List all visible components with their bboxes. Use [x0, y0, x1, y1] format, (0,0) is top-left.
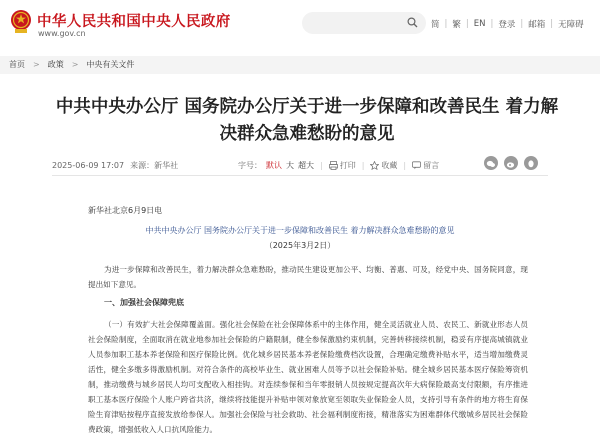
font-size-label: 字号： — [238, 161, 262, 170]
link-accessibility[interactable]: 无障碍 — [558, 20, 584, 30]
chevron-right-icon: > — [71, 60, 79, 69]
source-label: 来源： — [130, 161, 155, 170]
dateline: 新华社北京6月9日电 — [88, 206, 163, 215]
document-date: （2025年3月2日） — [264, 241, 336, 250]
publish-time: 2025-06-09 17:07 — [52, 161, 125, 170]
link-login[interactable]: 登录 — [498, 20, 516, 30]
link-traditional-chinese[interactable]: 繁 — [452, 20, 461, 30]
top-links — [431, 18, 584, 30]
link-english[interactable]: EN — [473, 19, 486, 29]
article-meta — [52, 160, 178, 171]
chevron-right-icon: > — [33, 60, 40, 69]
breadcrumb — [9, 59, 134, 70]
divider: | — [320, 161, 323, 170]
weibo-share-icon[interactable] — [504, 156, 518, 170]
print-button[interactable]: 打印 — [339, 161, 356, 170]
site-header — [0, 0, 600, 44]
divider: | — [465, 19, 469, 29]
font-size-default[interactable]: 默认 — [266, 161, 282, 170]
divider — [52, 175, 548, 176]
search-icon[interactable] — [407, 17, 418, 28]
breadcrumb-home[interactable]: 首页 — [9, 60, 25, 69]
body-paragraph: （一）有效扩大社会保障覆盖面。强化社会保险在社会保障体系中的主体作用，健全灵活就业人员、农民工、新就业形态人员社会保险制度，全面取消在就业地参加社会保险的户籍限制，健全参保激励约束机制，完善转移接续机制，稳妥有序提高城镇就业人员参加职工基本养老保险和医疗保险比例。优化城乡居民基本养老保险缴费档次设置，合理确定缴费补贴水平，适当增加缴费灵活性，健全多缴多得激励机制。对符合条件的高校毕业生、就业困难人员等予以社会保险补贴。健全城乡居民基本医疗保险筹资机制，推动缴费与城乡居民人均可支配收入相挂钩。对连续参保和当年零报销人员按规定提高次年大病保险最高支付限额，有序推进职工基本医疗保险个人账户跨省共济，继续将技能提升补贴申领对象放宽至领取失业保险金人员，支持引导有条件的地方将生育保险生育津贴按程序直接发放给参保人。加强社会保险与社会救助、社会福利制度衔接，精准落实为困难群体代缴城乡居民社会保险费政策，增强低收入人口抗风险能力。 — [88, 320, 528, 434]
national-emblem-icon[interactable] — [10, 9, 32, 35]
comment-icon[interactable] — [412, 161, 421, 170]
favorite-icon[interactable] — [370, 161, 379, 170]
intro-paragraph: 为进一步保障和改善民生，着力解决群众急难愁盼，推动民生建设更加公平、均衡、普惠、可及，经党中央、国务院同意，现提出如下意见。 — [88, 265, 528, 289]
link-simplified-chinese[interactable]: 简 — [431, 20, 440, 30]
divider: | — [444, 19, 448, 29]
search-box — [302, 12, 426, 34]
divider: | — [403, 161, 407, 170]
comment-button[interactable]: 留言 — [423, 161, 440, 170]
section-heading: 一、加强社会保障兜底 — [104, 298, 184, 307]
divider: | — [520, 19, 524, 29]
breadcrumb-bar — [0, 56, 600, 74]
divider: | — [490, 19, 494, 29]
font-size-extra-large[interactable]: 超大 — [298, 161, 314, 170]
qq-share-icon[interactable] — [524, 156, 538, 170]
site-title[interactable]: 中华人民共和国中央人民政府 — [37, 14, 231, 30]
link-mailbox[interactable]: 邮箱 — [528, 20, 546, 30]
font-size-large[interactable]: 大 — [286, 161, 294, 170]
source-value: 新华社 — [154, 161, 179, 170]
article-title: 中共中央办公厅 国务院办公厅关于进一步保障和改善民生 着力解决群众急难愁盼的意见 — [55, 97, 559, 144]
search-input[interactable] — [312, 15, 404, 31]
wechat-share-icon[interactable] — [484, 156, 498, 170]
divider: | — [550, 19, 554, 29]
breadcrumb-policy[interactable]: 政策 — [47, 60, 64, 69]
article-tools — [238, 160, 439, 171]
print-icon[interactable] — [329, 161, 338, 170]
divider: | — [361, 161, 365, 170]
document-title: 中共中央办公厅 国务院办公厅关于进一步保障和改善民生 着力解决群众急难愁盼的意见 — [145, 226, 455, 235]
breadcrumb-central-documents[interactable]: 中央有关文件 — [86, 60, 135, 69]
share-buttons — [478, 156, 538, 170]
favorite-button[interactable]: 收藏 — [381, 161, 398, 170]
site-url[interactable]: www.gov.cn — [38, 29, 86, 38]
